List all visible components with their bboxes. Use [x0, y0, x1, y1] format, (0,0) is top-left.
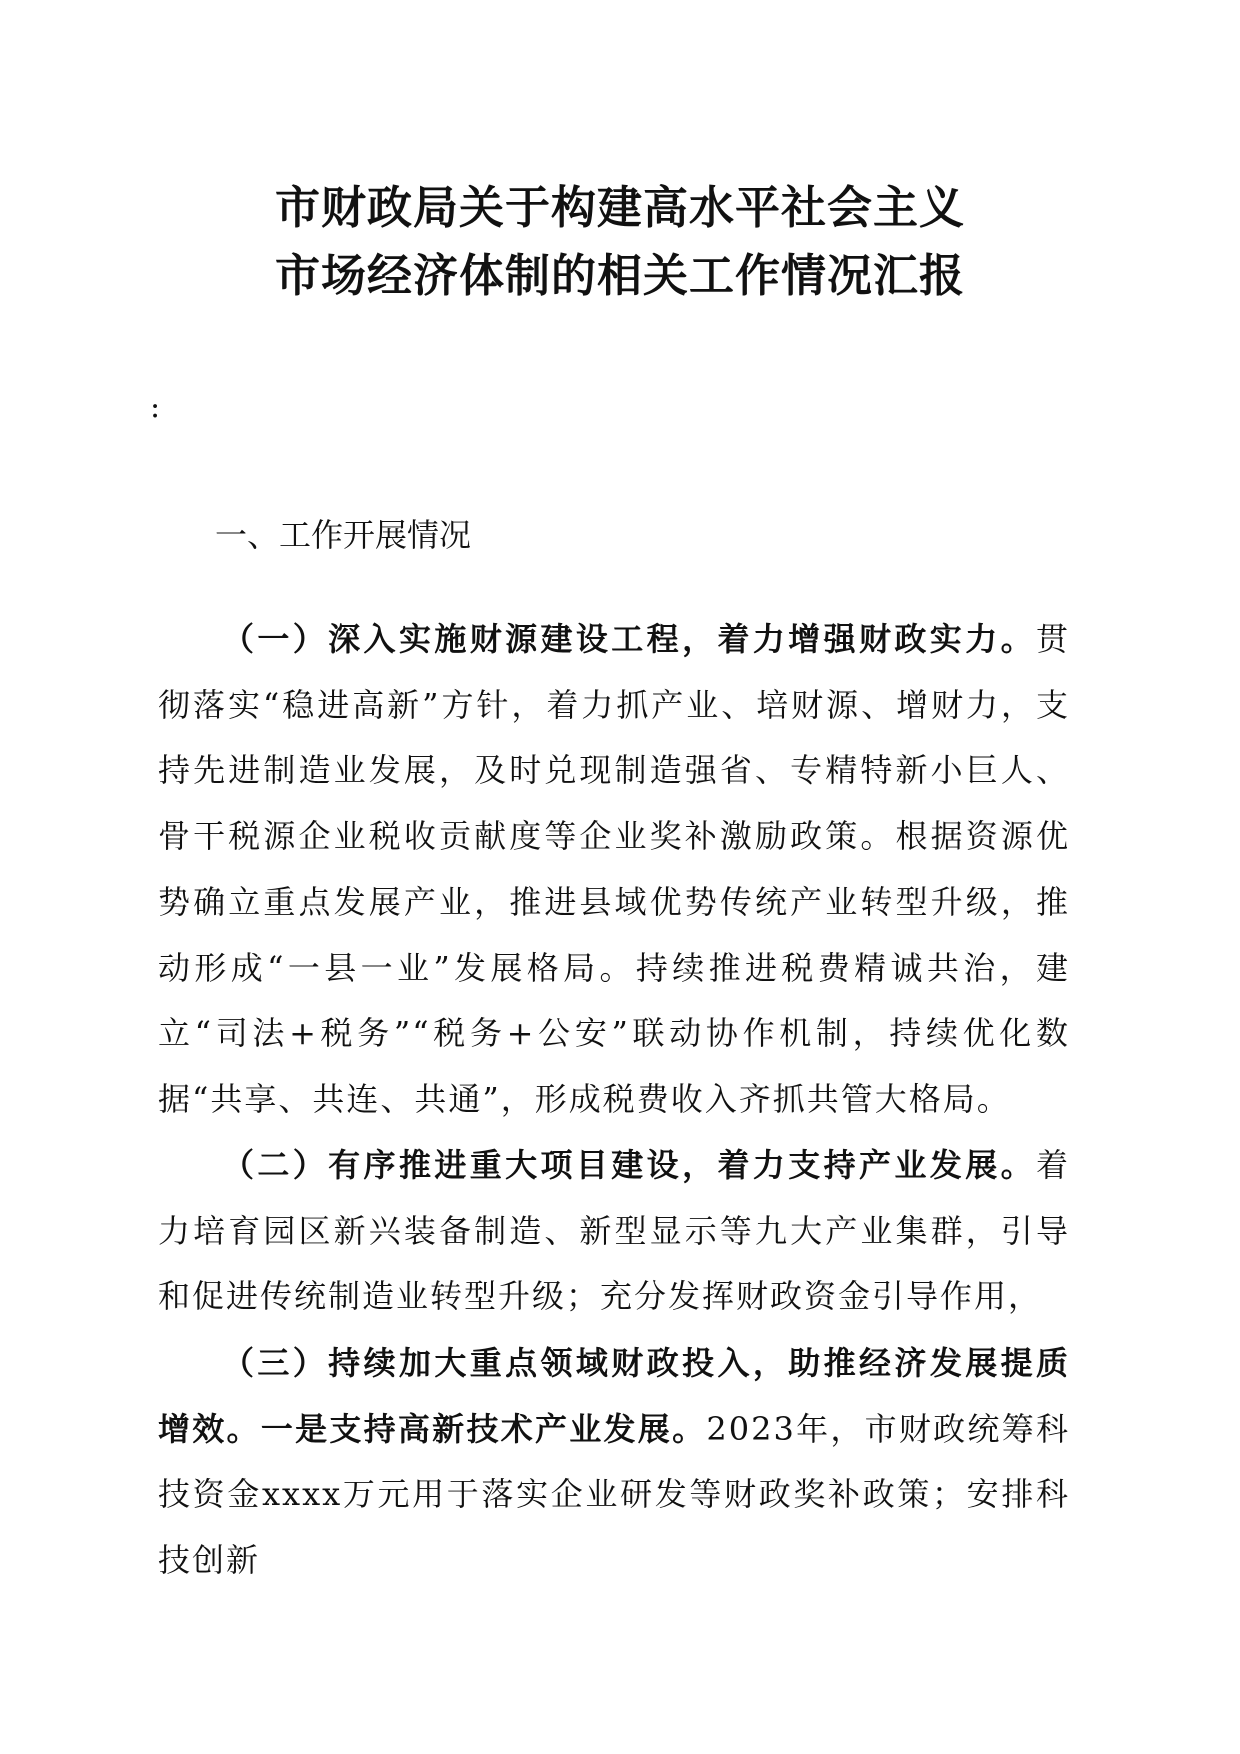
paragraph-3-body: 2023年，市财政统筹科技资金xxxx万元用于落实企业研发等财政奖补政策；安排科技创新: [158, 1409, 1070, 1580]
paragraph-2-lead: （二）有序推进重大项目建设，着力支持产业发展。: [222, 1146, 1036, 1184]
document-title-line-1: 市财政局关于构建高水平社会主义: [274, 181, 965, 234]
paragraph-2-body: 着力培育园区新兴装备制造、新型显示等九大产业集群，引导和促进传统制造业转型升级；充分发挥财政资金引导作用，: [158, 1146, 1070, 1316]
salutation: :: [150, 390, 161, 425]
paragraph-1: [158, 607, 1070, 1133]
paragraph-3-lead: （三）持续加大重点领域财政投入，助推经济发展提质增效。一是支持高新技术产业发展。: [158, 1344, 1070, 1448]
paragraph-3: [158, 1331, 1070, 1594]
paragraph-1-body: 贯彻落实“稳进高新”方针，着力抓产业、培财源、增财力，支持先进制造业发展，及时兑现制造强省、专精特新小巨人、骨干税源企业税收贡献度等企业奖补激励政策。根据资源优势确立重点发展产业，推进县域优势传统产业转型升级，推动形成“一县一业”发展格局。持续推进税费精诚共治，建立“司法+税务”“税务+公安”联动协作机制，持续优化数据“共享、共连、共通”，形成税费收入齐抓共管大格局。: [158, 620, 1070, 1118]
document-title-line-2: 市场经济体制的相关工作情况汇报: [274, 249, 965, 302]
paragraph-2: [158, 1133, 1070, 1330]
paragraph-1-lead: （一）深入实施财源建设工程，着力增强财政实力。: [222, 620, 1036, 658]
section-heading-1: 一、工作开展情况: [215, 516, 472, 554]
